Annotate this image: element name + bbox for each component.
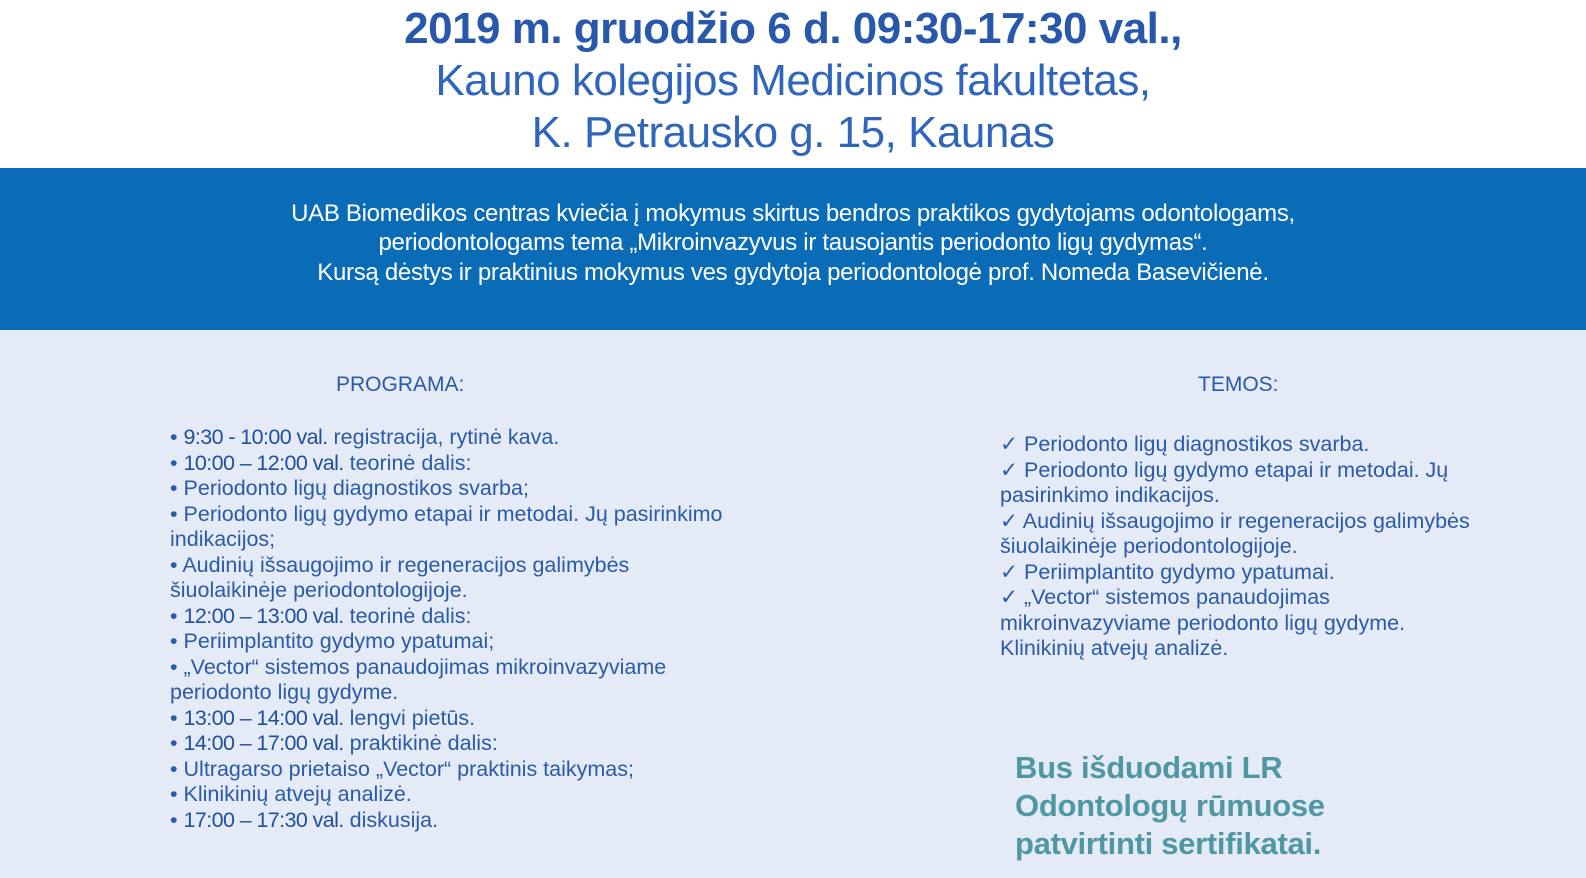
program-time: 13:00 – 14:00 val.: [183, 705, 344, 730]
program-time: 14:00 – 17:00 val.: [183, 731, 344, 755]
program-time: 12:00 – 13:00 val.: [183, 603, 344, 628]
invitation-banner: [0, 168, 1586, 330]
certificate-line-2: Odontologų rūmuose: [1015, 788, 1325, 823]
event-venue: Kauno kolegijos Medicinos fakultetas,: [435, 56, 1151, 105]
program-item: • 10:00 – 12:00 val. teorinė dalis:: [170, 450, 472, 475]
program-item: • Periodonto ligų gydymo etapai ir metodai. Jų pasirinkimo indikacijos;: [170, 501, 723, 551]
certificate-note: [1015, 749, 1435, 863]
event-address: K. Petrausko g. 15, Kaunas: [531, 108, 1055, 157]
topic-item: ✓ Periodonto ligų diagnostikos svarba.: [1000, 432, 1370, 456]
program-list: [170, 425, 730, 833]
certificate-line-1: Bus išduodami LR: [1015, 750, 1283, 785]
program-item: • Ultragarso prietaiso „Vector“ praktinis taikymas;: [170, 756, 634, 781]
program-heading: PROGRAMA:: [336, 373, 465, 396]
program-item: • Periimplantito gydymo ypatumai;: [170, 629, 495, 653]
topics-heading: TEMOS:: [1198, 373, 1279, 396]
topic-item: ✓ Periimplantito gydymo ypatumai.: [1000, 559, 1335, 584]
invitation-line-2: periodontologams tema „Mikroinvazyvus ir tausojantis periodonto ligų gydymas“.: [378, 229, 1208, 256]
topic-item: ✓ Audinių išsaugojimo ir regeneracijos galimybės šiuolaikinėje periodontologijoje.: [1000, 508, 1470, 558]
invitation-line-1: UAB Biomedikos centras kviečia į mokymus skirtus bendros praktikos gydytojams odontologams,: [291, 200, 1295, 227]
event-header: [0, 0, 1586, 168]
topic-item: ✓ Periodonto ligų gydymo etapai ir metodai. Jų pasirinkimo indikacijos.: [1000, 457, 1449, 507]
program-item: • „Vector“ sistemos panaudojimas mikroinvazyviame periodonto ligų gydyme.: [170, 654, 667, 704]
program-item: • 17:00 – 17:30 val. diskusija.: [170, 807, 439, 832]
program-item: • Periodonto ligų diagnostikos svarba;: [170, 476, 529, 500]
program-item: • 9:30 - 10:00 val. registracija, rytinė kava.: [170, 425, 560, 449]
program-item: • Klinikinių atvejų analizė.: [170, 782, 412, 806]
event-date: 2019 m. gruodžio 6 d. 09:30-17:30 val.,: [404, 4, 1182, 53]
certificate-line-3: patvirtinti sertifikatai.: [1015, 826, 1322, 861]
program-item: • 13:00 – 14:00 val. lengvi pietūs.: [170, 705, 476, 730]
program-item: • Audinių išsaugojimo ir regeneracijos galimybės šiuolaikinėje periodontologijoje.: [170, 552, 630, 602]
program-item: • 14:00 – 17:00 val. praktikinė dalis:: [170, 731, 498, 755]
program-time: 9:30 - 10:00 val.: [183, 425, 328, 449]
topics-list: [1000, 432, 1470, 662]
program-time: 10:00 – 12:00 val.: [183, 450, 344, 475]
invitation-line-3: Kursą dėstys ir praktinius mokymus ves gydytoja periodontologė prof. Nomeda Basevičienė.: [317, 259, 1269, 286]
program-time: 17:00 – 17:30 val.: [183, 807, 344, 832]
program-item: • 12:00 – 13:00 val. teorinė dalis:: [170, 603, 472, 628]
topic-item: ✓ „Vector“ sistemos panaudojimas mikroinvazyviame periodonto ligų gydyme. Klinikinių atvejų analizė.: [1000, 585, 1406, 660]
